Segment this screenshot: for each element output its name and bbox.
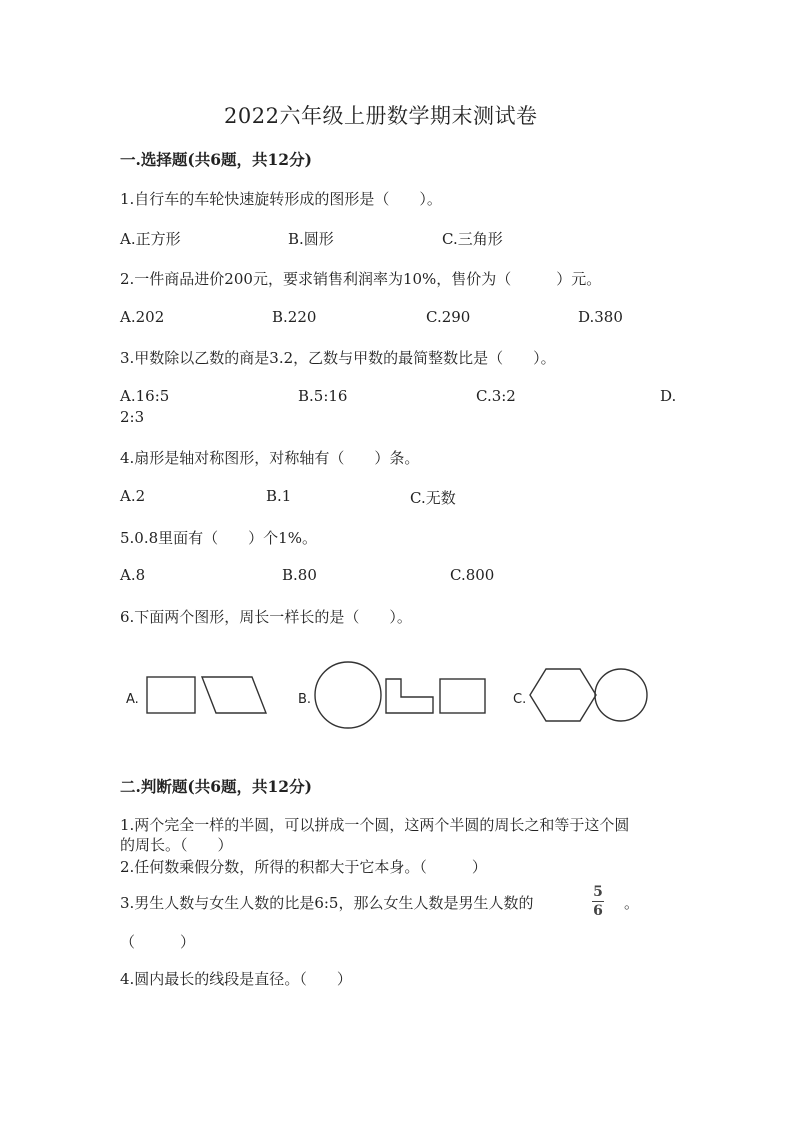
question-3-text: 3.甲数除以乙数的商是3.2，乙数与甲数的最简整数比是（ ）。 <box>120 349 556 367</box>
question-5-text: 5.0.8里面有（ ）个1%。 <box>120 529 317 547</box>
option-a: A.8 <box>120 566 146 584</box>
judgment-3-answer-paren: （ ） <box>120 933 196 951</box>
section-heading-choice: 一.选择题(共6题，共12分) <box>120 150 312 169</box>
option-b: B.5:16 <box>298 387 348 405</box>
judgment-1-line-2: 的周长。（ ） <box>120 836 233 854</box>
fraction-numerator: 5 <box>593 884 603 900</box>
l-shape <box>386 679 433 713</box>
option-c: C.无数 <box>410 489 456 507</box>
question-6-text: 6.下面两个图形，周长一样长的是（ ）。 <box>120 608 412 626</box>
option-c: C.290 <box>426 308 471 326</box>
judgment-3-end: 。 <box>624 894 640 912</box>
option-a: A.2 <box>120 487 146 505</box>
fraction-denominator: 6 <box>593 903 603 919</box>
circle-shape <box>595 669 647 721</box>
option-b: B.圆形 <box>288 230 334 248</box>
figure-label-a: A. <box>126 692 139 707</box>
page-title: 2022六年级上册数学期末测试卷 <box>224 104 538 128</box>
option-c: C.800 <box>450 566 495 584</box>
option-d-value: 2:3 <box>120 408 145 426</box>
section-heading-judgment: 二.判断题(共6题，共12分) <box>120 777 312 796</box>
option-a: A.正方形 <box>120 230 181 248</box>
parallelogram-shape <box>202 677 266 713</box>
figure-label-b: B. <box>298 692 312 707</box>
option-a: A.202 <box>120 308 165 326</box>
judgment-3-text: 3.男生人数与女生人数的比是6:5，那么女生人数是男生人数的 <box>120 894 534 912</box>
option-a: A.16:5 <box>120 387 170 405</box>
option-b: B.220 <box>272 308 317 326</box>
rectangle-shape <box>440 679 485 713</box>
option-c: C.三角形 <box>442 230 503 248</box>
circle-shape <box>315 662 381 728</box>
question-1-text: 1.自行车的车轮快速旋转形成的图形是（ ）。 <box>120 190 442 208</box>
judgment-1-line-1: 1.两个完全一样的半圆，可以拼成一个圆，这两个半圆的周长之和等于这个圆 <box>120 816 630 834</box>
figure-label-c: C. <box>513 692 527 707</box>
fraction-bar <box>592 901 604 902</box>
option-b: B.1 <box>266 487 292 505</box>
square-shape <box>147 677 195 713</box>
option-b: B.80 <box>282 566 317 584</box>
question-2-text: 2.一件商品进价200元，要求销售利润率为10%，售价为（ ）元。 <box>120 270 602 288</box>
hexagon-shape <box>530 669 596 721</box>
option-d: D. <box>660 387 677 405</box>
question-4-text: 4.扇形是轴对称图形，对称轴有（ ）条。 <box>120 449 420 467</box>
fraction-five-sixths <box>590 884 606 919</box>
judgment-4-text: 4.圆内最长的线段是直径。（ ） <box>120 970 352 988</box>
option-d: D.380 <box>578 308 623 326</box>
question-6-figure <box>118 655 658 735</box>
option-c: C.3:2 <box>476 387 516 405</box>
judgment-2-text: 2.任何数乘假分数，所得的积都大于它本身。（ ） <box>120 858 487 876</box>
